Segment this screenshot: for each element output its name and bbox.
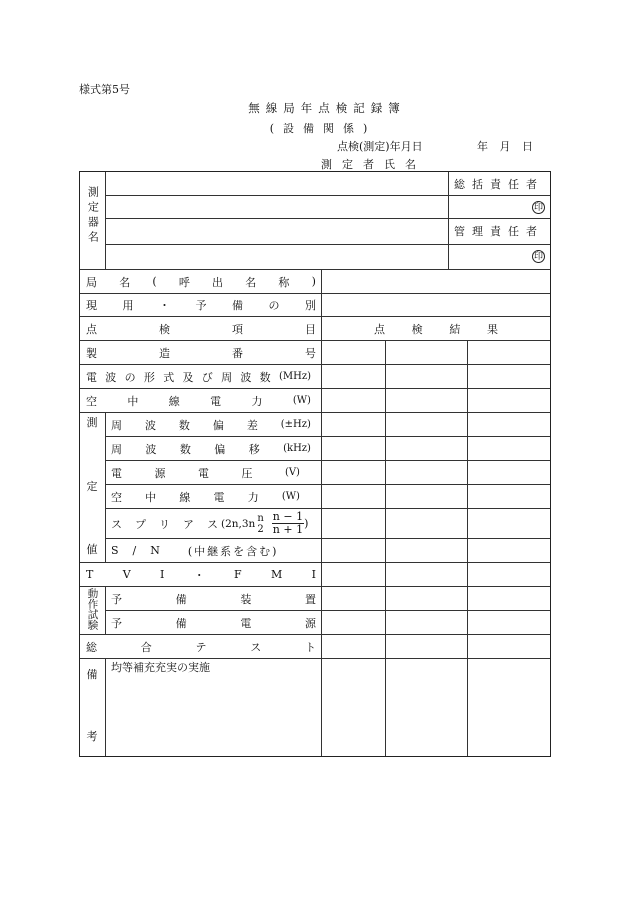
measurer-name-label: 測定者氏名 [321, 158, 426, 171]
inspection-date-label: 点検(測定)年月日 [337, 140, 423, 153]
rule-line [105, 412, 106, 562]
rule-line [105, 244, 550, 245]
supply-voltage-label: 電 源 電 圧 (V) [111, 466, 300, 480]
spurious-label: ス プ リ ア ス (2n,3n n 2 $\frac{n - 1}{n + 1}$ ) [111, 510, 309, 536]
frequency-deviation-label: 周 波 数 偏 差 (±Hz) [111, 418, 311, 432]
spurious-fraction: $\frac{n - 1}{n + 1}$ [272, 510, 304, 536]
rule-line [467, 340, 468, 756]
rule-line [105, 172, 106, 269]
inspection-record-table [79, 171, 551, 757]
standby-power-label: 予 備 電 源 [111, 616, 316, 630]
rule-line [105, 658, 106, 756]
inspection-result-header: 点 検 結 果 [374, 322, 498, 336]
remarks-label-bottom: 考 [86, 730, 98, 743]
station-name-label: 局 名 ( 呼 出 名 称 ) [86, 275, 316, 289]
rule-line [448, 172, 449, 269]
rule-line [105, 195, 550, 196]
sn-label: S / N (中継系を含む) [111, 544, 279, 558]
overall-test-label: 総 合 テ ス ト [86, 640, 316, 654]
remarks-text: 均等補充充実の実施 [111, 661, 210, 674]
frequency-shift-label: 周 波 数 偏 移 (kHz) [111, 442, 311, 456]
tvi-fmi-label: T V I ・ F M I [86, 568, 316, 582]
page-subtitle: (設備関係) [269, 122, 377, 135]
serial-number-label: 製 造 番 号 [86, 346, 316, 360]
remarks-label-top: 備 [86, 668, 98, 681]
measured-label-bottom: 値 [86, 543, 98, 556]
rule-line [385, 340, 386, 756]
form-number: 様式第5号 [79, 83, 130, 96]
spurious-n-over-2: n 2 [257, 512, 264, 535]
measuring-instrument-label: 測定器名 [86, 186, 100, 246]
standby-device-label: 予 備 装 置 [111, 592, 316, 606]
inspection-item-header: 点 検 項 目 [86, 322, 316, 336]
general-manager-label: 総括責任者 [454, 178, 544, 191]
active-standby-label: 現 用 ・ 予 備 の 別 [86, 299, 316, 312]
antenna-power-label: 空 中 線 電 力 (W) [86, 394, 311, 408]
page-title: 無線局年点検記録簿 [248, 101, 406, 115]
measured-label-top: 測 [86, 416, 98, 429]
seal-mark: 印 [533, 252, 543, 262]
seal-mark: 印 [533, 203, 543, 213]
measured-antenna-power-label: 空 中 線 電 力 (W) [111, 490, 300, 504]
operation-test-label: 動作試験 [86, 588, 99, 630]
inspection-date-ymd: 年 月 日 [477, 140, 533, 153]
rule-line [105, 586, 106, 634]
measured-label-middle: 定 [86, 480, 98, 493]
emission-type-label: 電 波 の 形 式 及 び 周 波 数 (MHz) [86, 370, 311, 384]
rule-line [105, 218, 550, 219]
rule-line [321, 269, 322, 756]
manager-label: 管理責任者 [454, 225, 544, 238]
